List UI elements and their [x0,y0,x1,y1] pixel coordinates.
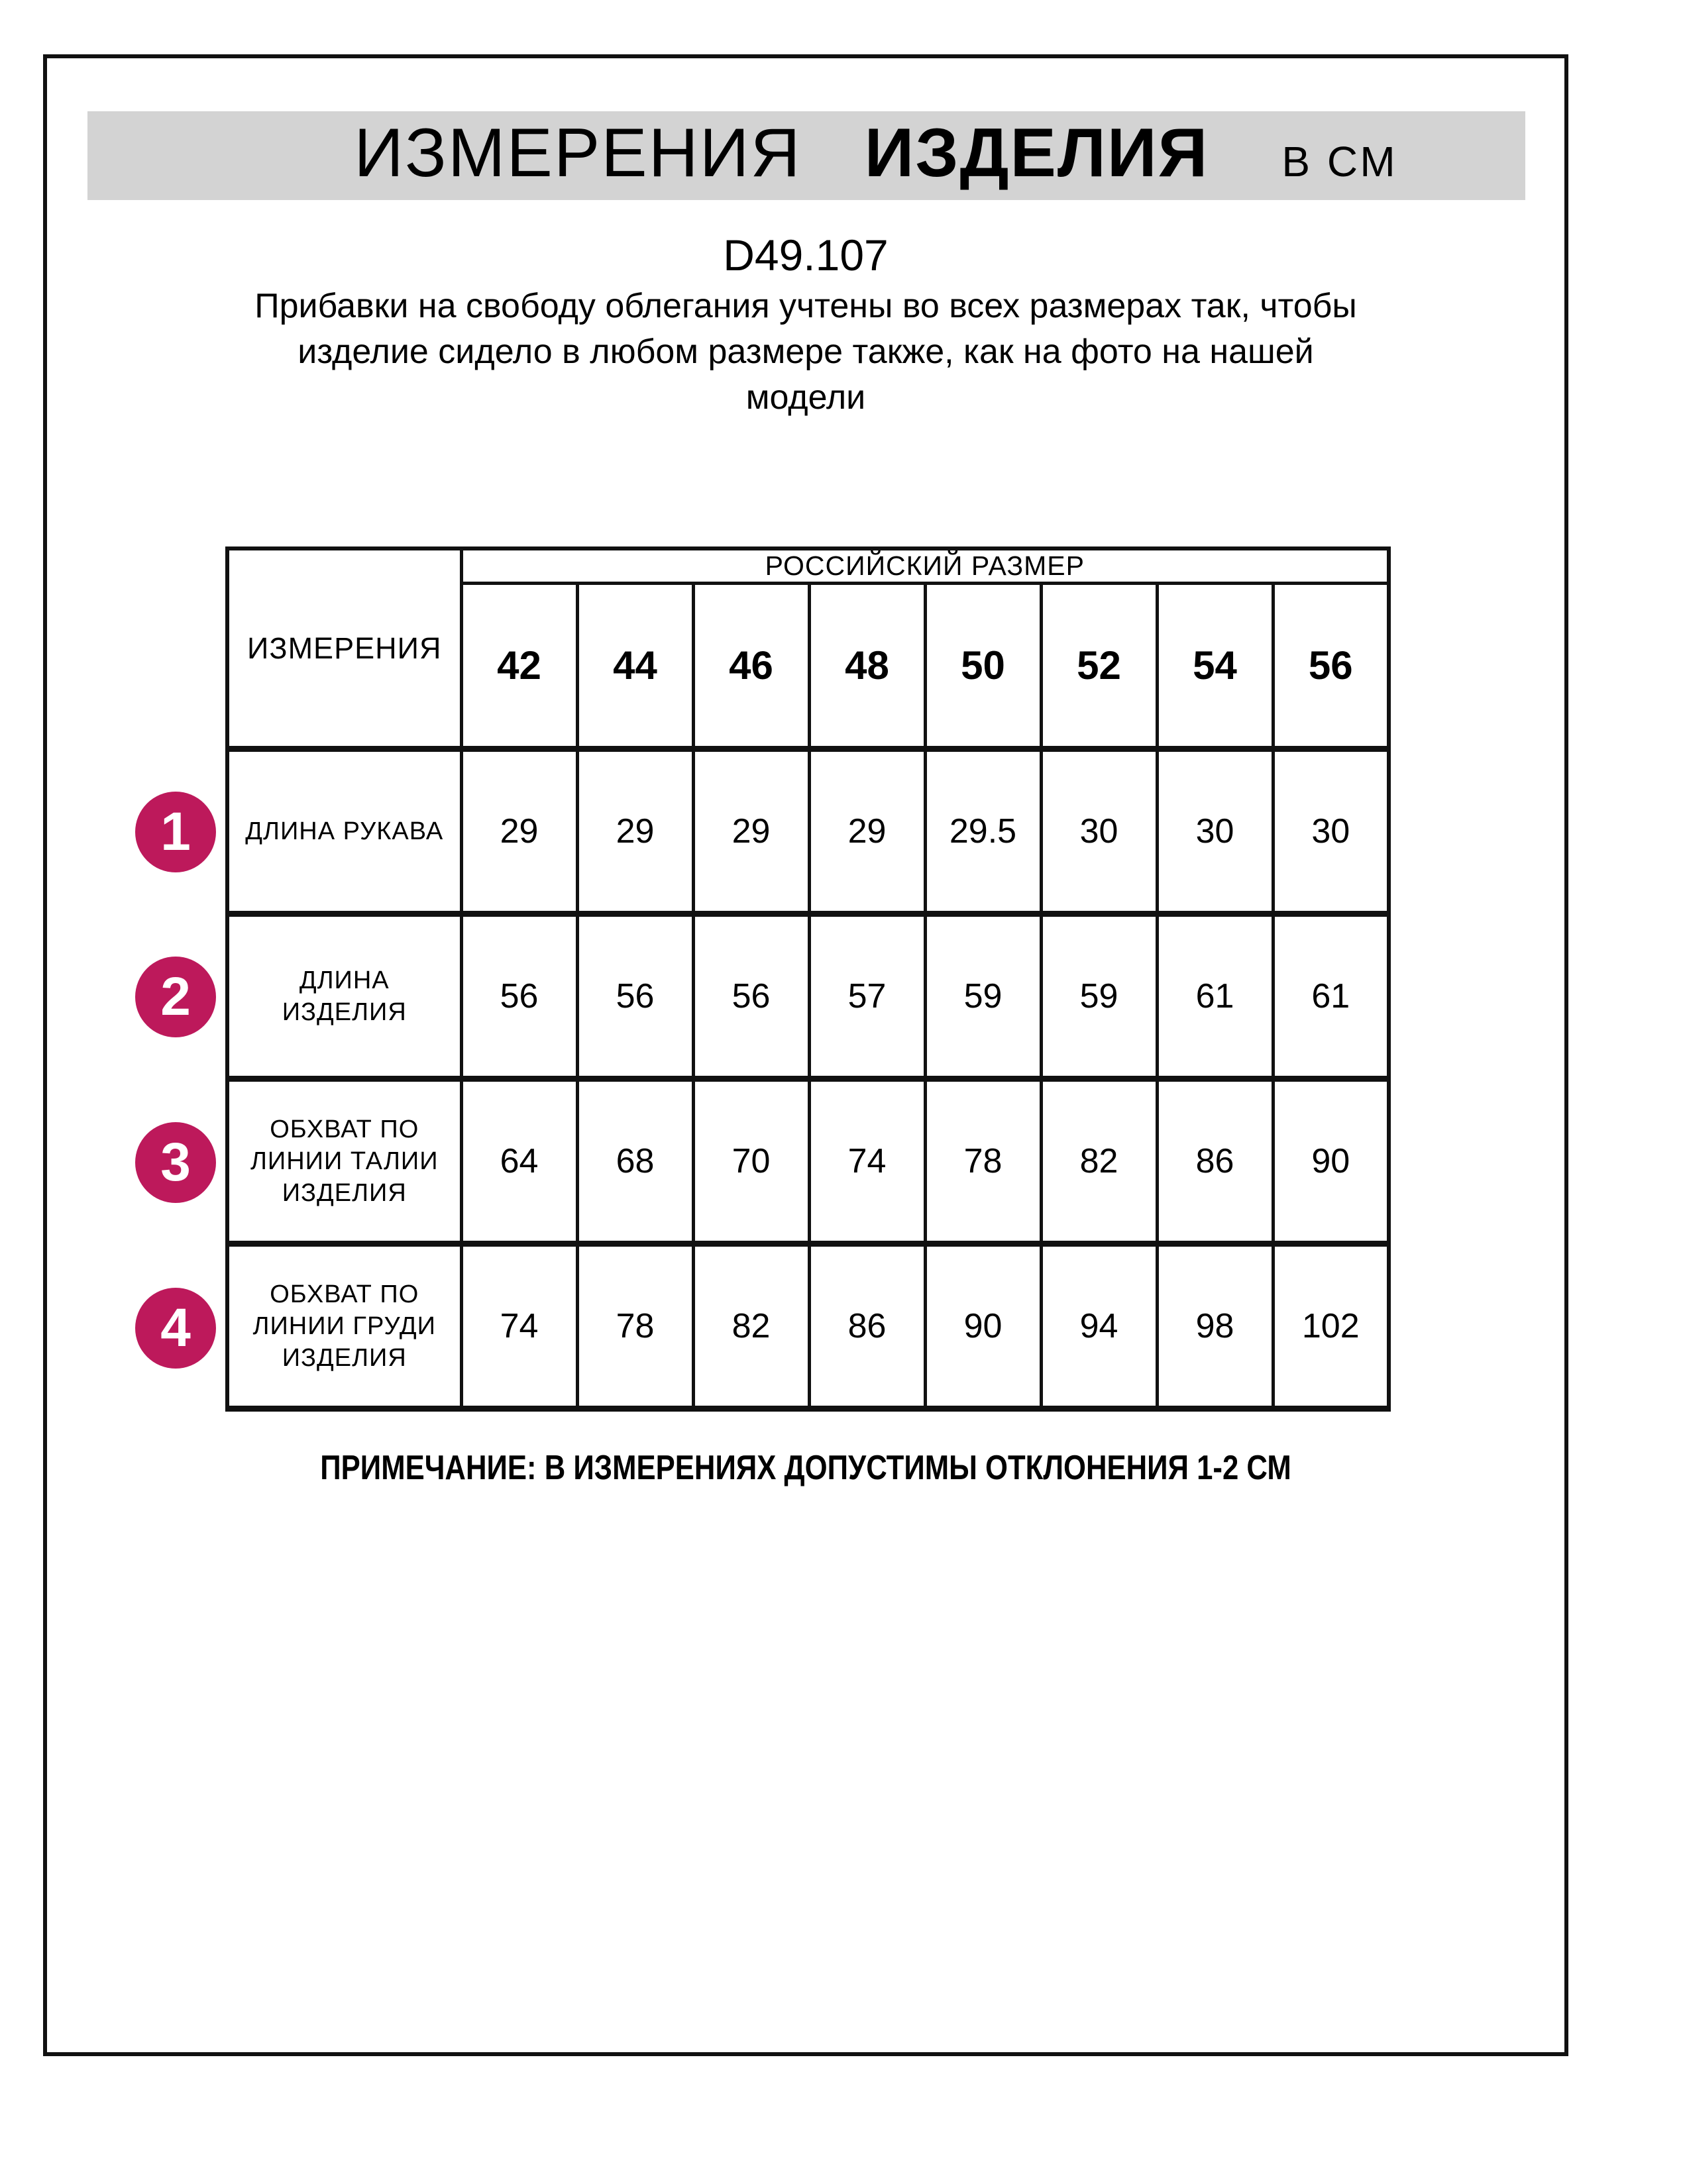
value-cell: 90 [925,1244,1041,1409]
header-title-measurements: ИЗМЕРЕНИЯ [354,115,802,191]
value-cell: 29 [461,749,577,914]
value-cell: 57 [809,914,925,1079]
row-label-cell [227,1244,461,1409]
table-row [227,914,1389,1079]
value-cell: 61 [1273,914,1389,1079]
size-header-cell: 52 [1041,584,1157,749]
value-cell: 30 [1041,749,1157,914]
row-label-line: ДЛИНА [299,966,390,994]
row-label-cell [227,1079,461,1244]
value-cell: 94 [1041,1244,1157,1409]
value-cell: 29.5 [925,749,1041,914]
tolerance-note: ПРИМЕЧАНИЕ: В ИЗМЕРЕНИЯХ ДОПУСТИМЫ ОТКЛОНЕНИЯ 1-2 СМ [320,1449,1291,1487]
value-cell: 68 [577,1079,693,1244]
value-cell: 82 [693,1244,809,1409]
fit-description [43,284,1568,421]
value-cell: 86 [809,1244,925,1409]
model-number: D49.107 [723,231,889,280]
row-label-line: ОБХВАТ ПО [270,1280,419,1308]
row-label-line: ОБХВАТ ПО [270,1116,419,1143]
value-cell: 82 [1041,1079,1157,1244]
row-label-cell [227,914,461,1079]
value-cell: 59 [1041,914,1157,1079]
value-cell: 29 [693,749,809,914]
header-title-units: В СМ [1281,138,1398,185]
row-label-cell [227,749,461,914]
value-cell: 74 [809,1079,925,1244]
header-title-product: ИЗДЕЛИЯ [864,115,1209,191]
value-cell: 74 [461,1244,577,1409]
table-row [227,1079,1389,1244]
row-label-line: ИЗДЕЛИЯ [282,1179,407,1207]
value-cell: 56 [693,914,809,1079]
row-label-line: ДЛИНА РУКАВА [245,817,444,845]
size-header-cell: 48 [809,584,925,749]
value-cell: 98 [1157,1244,1273,1409]
value-cell: 61 [1157,914,1273,1079]
size-header-cell: 46 [693,584,809,749]
row-marker: 1 [135,792,216,872]
value-cell: 30 [1273,749,1389,914]
size-header-cell: 54 [1157,584,1273,749]
fit-description-line: изделие сидело в любом размере также, как на фото на нашей [298,333,1314,371]
value-cell: 86 [1157,1079,1273,1244]
row-marker: 2 [135,957,216,1037]
fit-description-line: Прибавки на свободу облегания учтены во всех размерах так, чтобы [254,287,1357,325]
size-table [225,546,1391,1412]
size-header-cell: 44 [577,584,693,749]
table-row [227,1244,1389,1409]
fit-description-line: модели [745,378,866,417]
row-label-line: ИЗДЕЛИЯ [282,1344,407,1372]
row-marker: 4 [135,1288,216,1369]
value-cell: 102 [1273,1244,1389,1409]
row-marker: 3 [135,1122,216,1203]
row-label-line: ЛИНИИ ТАЛИИ [250,1147,439,1175]
value-cell: 56 [461,914,577,1079]
header-bar [87,111,1525,200]
size-header-cell: 50 [925,584,1041,749]
table-header-row [227,548,1389,584]
value-cell: 90 [1273,1079,1389,1244]
value-cell: 56 [577,914,693,1079]
row-label-line: ЛИНИИ ГРУДИ [252,1312,436,1340]
size-group-header-cell: РОССИЙСКИЙ РАЗМЕР [461,548,1389,584]
value-cell: 29 [809,749,925,914]
value-cell: 30 [1157,749,1273,914]
corner-header-cell: ИЗМЕРЕНИЯ [227,548,461,749]
value-cell: 29 [577,749,693,914]
value-cell: 64 [461,1079,577,1244]
size-header-cell: 56 [1273,584,1389,749]
row-label-line: ИЗДЕЛИЯ [282,998,407,1026]
table-row [227,749,1389,914]
value-cell: 78 [925,1079,1041,1244]
value-cell: 59 [925,914,1041,1079]
value-cell: 78 [577,1244,693,1409]
value-cell: 70 [693,1079,809,1244]
size-header-cell: 42 [461,584,577,749]
